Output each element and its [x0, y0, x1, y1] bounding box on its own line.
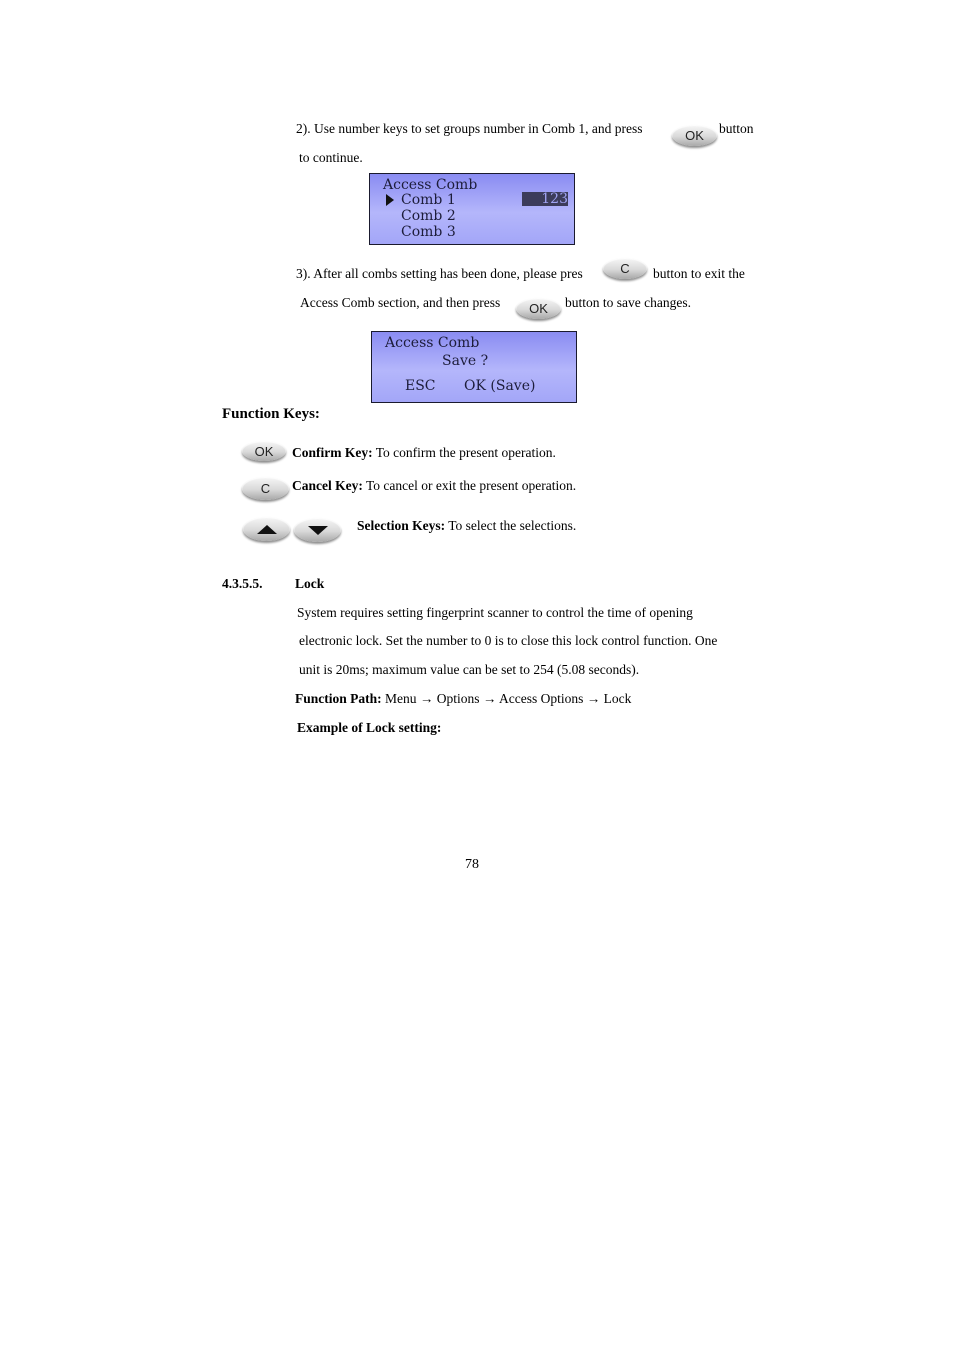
path-item-access-options: Access Options [499, 691, 584, 706]
confirm-key-text: To confirm the present operation. [372, 445, 556, 460]
selection-keys-label: Selection Keys: [357, 518, 446, 533]
lcd-screen-save [371, 331, 577, 403]
cancel-button[interactable] [603, 258, 647, 279]
ok-button[interactable] [672, 125, 717, 146]
cancel-button-label: C [620, 261, 630, 276]
selection-arrow-icon [386, 194, 394, 206]
step2-text: 2). Use number keys to set groups number in Comb 1, and press [296, 121, 643, 136]
triangle-up-icon [257, 525, 277, 534]
paragraph-line: System requires setting fingerprint scanner to control the time of opening [297, 605, 693, 620]
cancel-button[interactable] [242, 477, 289, 500]
step3-text-line2: Access Comb section, and then press [300, 295, 501, 310]
down-arrow-button[interactable] [294, 518, 341, 542]
cancel-key-label: Cancel Key: [292, 478, 363, 493]
confirm-key-label: Confirm Key: [292, 445, 373, 460]
paragraph-line: unit is 20ms; maximum value can be set to 254 (5.08 seconds). [299, 662, 640, 677]
step3-text-line2-tail: button to save changes. [565, 295, 691, 310]
menu-item-comb-1: Comb 1 [401, 192, 456, 208]
path-item-lock: Lock [603, 691, 632, 706]
ok-button-label: OK [254, 443, 274, 459]
up-arrow-button[interactable] [243, 517, 290, 541]
confirm-key-description [292, 445, 556, 461]
triangle-down-icon [308, 526, 328, 535]
paragraph-line: electronic lock. Set the number to 0 is to close this lock control function. One [299, 633, 718, 648]
arrow-right-icon: → [419, 691, 434, 706]
menu-item-comb-2: Comb 2 [401, 208, 456, 224]
arrow-right-icon: → [482, 691, 497, 706]
cancel-key-description [292, 478, 576, 494]
arrow-right-icon: → [586, 691, 601, 706]
step2-text-tail: button [719, 121, 754, 136]
step2-text-line2: to continue. [299, 150, 363, 165]
selection-keys-description [357, 518, 576, 534]
screen-title: Access Comb [385, 335, 480, 351]
ok-save-option: OK (Save) [464, 378, 536, 394]
cancel-key-text: To cancel or exit the present operation. [362, 478, 577, 493]
ok-button[interactable] [516, 298, 561, 319]
esc-option: ESC [405, 378, 436, 394]
selection-keys-text: To select the selections. [445, 518, 577, 533]
function-path [295, 691, 631, 707]
step3-text-tail: button to exit the [653, 266, 745, 281]
section-number: 4.3.5.5. [222, 576, 263, 591]
function-path-label: Function Path: [295, 691, 382, 706]
ok-button[interactable] [242, 441, 286, 461]
save-prompt: Save ? [442, 353, 489, 369]
lcd-screen-access-comb [369, 173, 575, 245]
path-item-options: Options [436, 691, 480, 706]
step3-text: 3). After all combs setting has been done, please pres [296, 266, 583, 281]
menu-item-comb-3: Comb 3 [401, 224, 456, 240]
ok-button-label: OK [529, 301, 548, 316]
path-item-menu: Menu [385, 691, 417, 706]
comb-value-field: 123 [522, 192, 568, 206]
ok-button-label: OK [685, 128, 704, 143]
page-number: 78 [465, 857, 479, 872]
function-keys-heading: Function Keys: [222, 406, 320, 422]
section-title: Lock [295, 576, 325, 591]
screen-title: Access Comb [383, 177, 478, 193]
example-heading: Example of Lock setting: [297, 720, 442, 735]
cancel-button-label: C [260, 481, 271, 496]
